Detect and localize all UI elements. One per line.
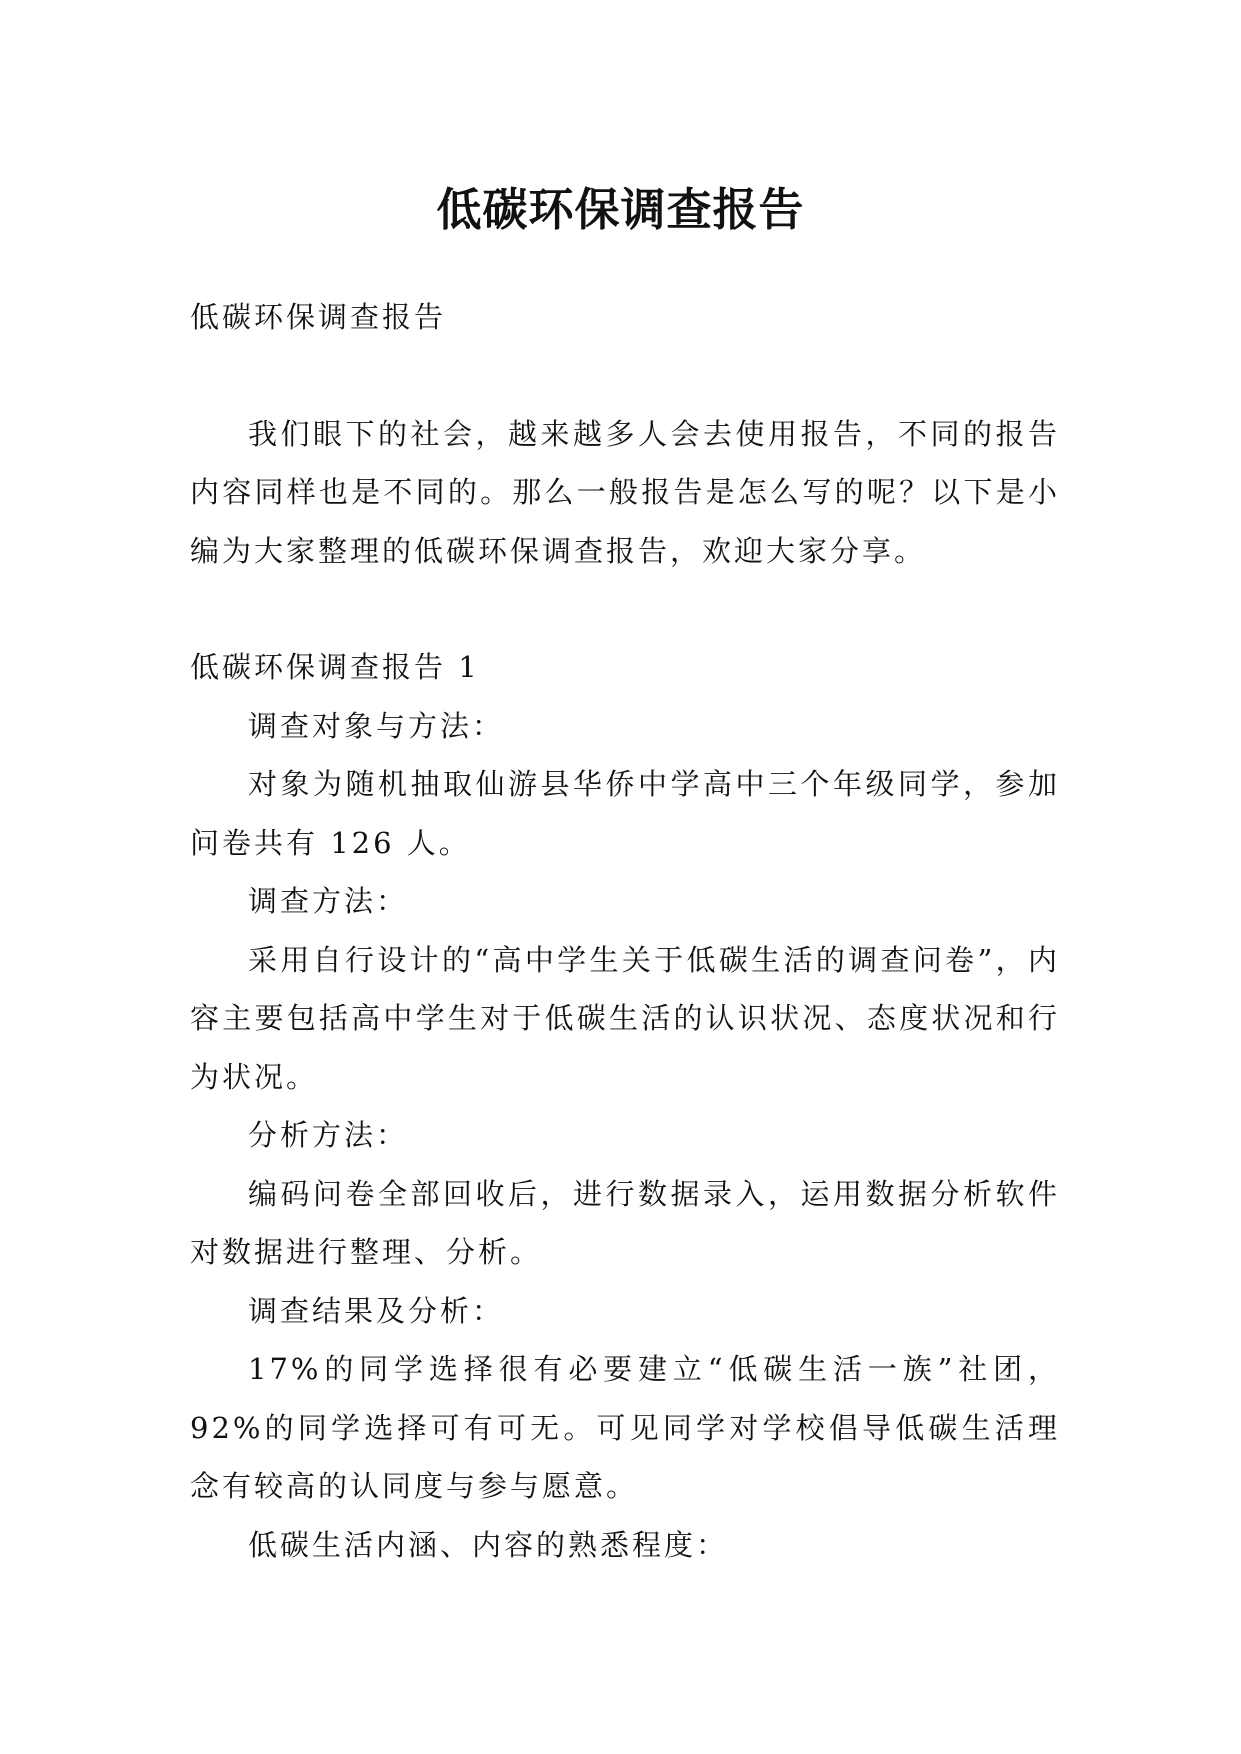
paragraph: 调查方法： xyxy=(248,884,409,918)
paragraph: 分析方法： xyxy=(248,1118,409,1152)
paragraph: 采用自行设计的“高中学生关于低碳生活的调查问卷”，内容主要包括高中学生对于低碳生活的认识状况、态度状况和行为状况。 xyxy=(190,942,1060,1094)
paragraph: 编码问卷全部回收后，进行数据录入，运用数据分析软件对数据进行整理、分析。 xyxy=(190,1176,1060,1269)
intro-paragraph: 我们眼下的社会，越来越多人会去使用报告，不同的报告内容同样也是不同的。那么一般报告是怎么写的呢？以下是小编为大家整理的低碳环保调查报告，欢迎大家分享。 xyxy=(190,416,1060,568)
paragraph: 对象为随机抽取仙游县华侨中学高中三个年级同学，参加问卷共有 126 人。 xyxy=(190,767,1060,860)
document-body xyxy=(190,288,1060,1574)
paragraph: 调查对象与方法： xyxy=(248,708,505,743)
paragraph: 调查结果及分析： xyxy=(248,1293,505,1328)
section-heading: 低碳环保调查报告 1 xyxy=(190,650,480,684)
paragraph: 17%的同学选择很有必要建立“低碳生活一族”社团，92%的同学选择可有可无。可见同学对学校倡导低碳生活理念有较高的认同度与参与愿意。 xyxy=(190,1352,1060,1503)
document-title: 低碳环保调查报告 xyxy=(436,183,805,237)
paragraph: 低碳生活内涵、内容的熟悉程度： xyxy=(248,1527,729,1562)
subtitle: 低碳环保调查报告 xyxy=(190,300,447,334)
